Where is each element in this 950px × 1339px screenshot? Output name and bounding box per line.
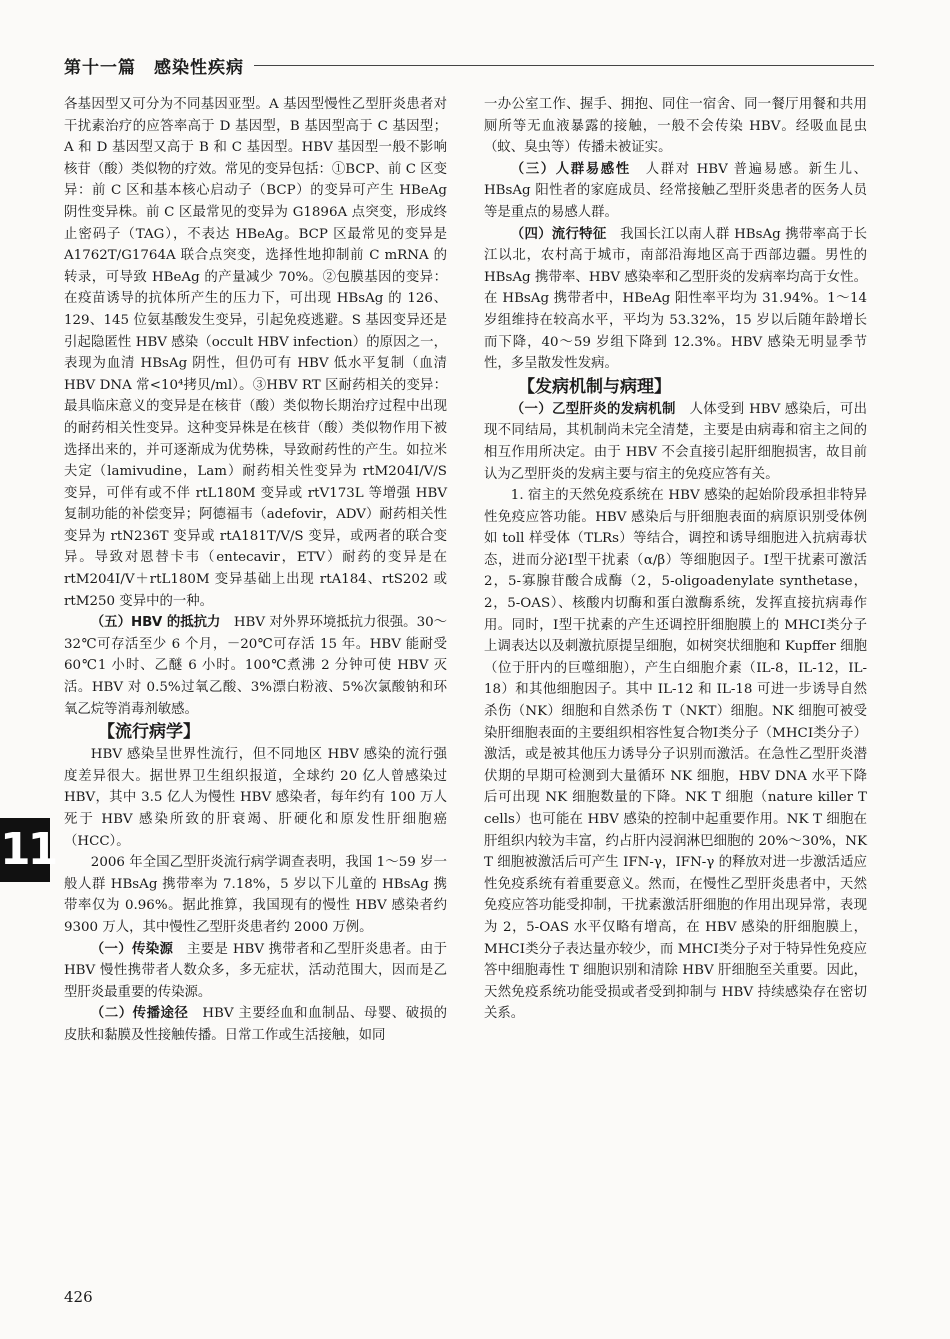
paragraph-susceptibility [484,159,867,224]
paragraph-text: 人体受到 HBV 感染后，可出现不同结局，其机制尚未完全清楚，主要是由病毒和宿主之间的相互作用所决定。由于 HBV 不会直接引起肝细胞损害，故目前认为乙型肝炎的发病主要与宿主的免疫应答有关。 [484,401,868,482]
paragraph-hbv-resistance [64,612,447,720]
paragraph-hbv-genotypes: 各基因型又可分为不同基因亚型。A 基因型慢性乙型肝炎患者对干扰素治疗的应答率高于 D 基因型，B 基因型高于 C 基因型；A 和 D 基因型又高于 B 和 C 基因型。HBV 基因型一般不影响核苷（酸）类似物的疗效。常见的变异包括：①BCP、前 C 区变异：前 C 区和基本核心启动子（BCP）的变异可产生 HBeAg 阴性变异株。前 C 区最常见的变异为 G1896A 点突变，形成终止密码子（TAG），不表达 HBeAg。BCP 区最常见的变异是 A1762T/G1764A 联合点突变，选择性地抑制前 C mRNA 的转录，可导致 HBeAg 的产量减少 70%。②包膜基因的变异：在疫苗诱导的抗体所产生的压力下，可出现 HBsAg 的 126、129、145 位氨基酸发生变异，引起免疫逃避。S 基因变异还是引起隐匿性 HBV 感染（occult HBV infection）的原因之一，表现为血清 HBsAg 阴性，但仍可有 HBV 低水平复制（血清 HBV DNA 常<10⁴拷贝/ml）。③HBV RT 区耐药相关的变异：最具临床意义的变异是在核苷（酸）类似物长期治疗过程中出现的耐药相关性变异。这种变异株是在核苷（酸）类似物作用下被选择出来的，并可逐渐成为优势株，导致耐药性的产生。如拉米夫定（lamivudine，Lam）耐药相关性变异为 rtM204I/V/S 变异，可伴有或不伴 rtL180M 变异或 rtV173L 等增强 HBV 复制功能的补偿变异；阿德福韦（adefovir，ADV）耐药相关性变异为 rtN236T 变异或 rtA181T/V/S 变异，或两者的联合变异。导致对恩替卡韦（entecavir，ETV）耐药的变异是在 rtM204I/V＋rtL180M 变异基础上出现 rtA184、rtS202 或 rtM250 变异中的一种。 [64,97,447,609]
left-column [64,94,447,1047]
subheading-pathogenesis: （一）乙型肝炎的发病机制 [510,401,676,417]
paragraph-text: 我国长江以南人群 HBsAg 携带率高于长江以北，农村高于城市，南部沿海地区高于西部边疆。男性的 HBsAg 携带率、HBV 感染率和乙型肝炎的发病率均高于女性。在 HBsAg 携带者中，HBeAg 阳性率平均为 31.94%。1～14 岁组维持在较高水平，平均为 53.32%，15 岁以后随年龄增长而下降，40～59 岁组下降到 12.3%。HBV 感染无明显季节性，多呈散发性发病。 [484,226,867,372]
section-title-epidemiology: 【流行病学】 [98,722,200,743]
running-header [64,50,874,80]
paragraph-innate-immunity: 1. 宿主的天然免疫系统在 HBV 感染的起始阶段承担非特异性免疫应答功能。HBV 感染后与肝细胞表面的病原识别受体例如 toll 样受体（TLRs）等结合，调控和诱导细胞进入抗病毒状态，进而分泌Ⅰ型干扰素（α/β）等细胞因子。Ⅰ型干扰素可激活 2，5-寡腺苷酸合成酶（2，5-oligoadenylate synthetase，2，5-OAS）、核酸内切酶和蛋白激酶系统，发挥直接抗病毒作用。同时，Ⅰ型干扰素的产生还调控肝细胞膜上的 MHCⅠ类分子上调表达以及刺激抗原提呈细胞，如树突状细胞和 Kupffer 细胞（位于肝内的巨噬细胞），产生白细胞介素（IL-8，IL-12，IL-18）和其他细胞因子。其中 IL-12 和 IL-18 可进一步诱导自然杀伤（NK）细胞和自然杀伤 T（NKT）细胞。NK 细胞可被受染肝细胞表面的主要组织相容性复合物Ⅰ类分子（MHCⅠ类分子）激活，或是被其他压力诱导分子识别而激活。在急性乙型肝炎潜伏期的早期可检测到大量循环 NK 细胞，HBV DNA 水平下降后可出现 NK 细胞数量的下降。NK T 细胞（nature killer T cells）也可能在 HBV 感染的控制中起重要作用。NK T 细胞在肝组织内较为丰富，约占肝内浸润淋巴细胞的 20%～30%，NK T 细胞被激活后可产生 IFN-γ，IFN-γ 的释放对进一步激活适应性免疫系统有着重要意义。然而，在慢性乙型肝炎患者中，天然免疫应答功能受抑制，干扰素激活肝细胞的作用出现异常，表现为 2，5-OAS 水平仅略有增高，在 HBV 感染的肝细胞膜上，MHCⅠ类分子表达量亦较少，而 MHCⅠ类分子对于特异性免疫应答中细胞毒性 T 细胞识别和清除 HBV 肝细胞至关重要。因此，天然免疫系统功能受损或者受到抑制与 HBV 持续感染存在密切关系。 [484,488,867,1022]
chapter-tab: 11 [0,818,50,882]
paragraph-text: HBV 主要经血和血制品、母婴、破损的皮肤和黏膜及性接触传播。日常工作或生活接触，如同 [64,1006,447,1043]
paragraph-global-epidemiology: HBV 感染呈世界性流行，但不同地区 HBV 感染的流行强度差异很大。据世界卫生组织报道，全球约 20 亿人曾感染过 HBV，其中 3.5 亿人为慢性 HBV 感染者，每年约有 100 万人死于 HBV 感染所致的肝衰竭、肝硬化和原发性肝细胞癌（HCC）。 [64,747,447,849]
paragraph-epidemic-features [484,224,867,375]
paragraph-text: HBV 对外界环境抵抗力很强。30～32℃可存活至少 6 个月，－20℃可存活 15 年。HBV 能耐受 60℃1 小时、乙醚 6 小时。100℃煮沸 2 分钟可使 HBV 灭活。HBV 对 0.5%过氧乙酸、3%漂白粉液、5%次氯酸钠和环氧乙烷等消毒剂敏感。 [64,615,447,717]
right-column [484,94,867,1025]
header-rule [254,65,874,66]
section-title-pathogenesis: 【发病机制与病理】 [518,376,671,397]
paragraph-china-survey: 2006 年全国乙型肝炎流行病学调查表明，我国 1～59 岁一般人群 HBsAg 携带率为 7.18%，5 岁以下儿童的 HBsAg 携带率仅为 0.96%。据此推算，我国现有的慢性 HBV 感染者约 9300 万人，其中慢性乙型肝炎患者约 2000 万例。 [64,855,447,935]
paragraph-transmission [64,1003,447,1046]
subheading-susceptibility: （三）人群易感性 [510,161,631,177]
page-number: 426 [64,1288,93,1306]
paragraph-pathogenesis [484,399,867,485]
subheading-hbv-resistance: （五）HBV 的抵抗力 [90,615,221,631]
subheading-infection-source: （一）传染源 [90,941,174,957]
header-title: 第十一篇 感染性疾病 [64,57,244,78]
subheading-epidemic-features: （四）流行特征 [510,226,607,242]
subheading-transmission: （二）传播途径 [90,1006,189,1022]
paragraph-infection-source [64,939,447,1004]
paragraph-text: 人群对 HBV 普遍易感。新生儿、HBsAg 阳性者的家庭成员、经常接触乙型肝炎患者的医务人员等是重点的易感人群。 [484,161,868,220]
paragraph-transmission-continued: 一办公室工作、握手、拥抱、同住一宿舍、同一餐厅用餐和共用厕所等无血液暴露的接触，一般不会传染 HBV。经吸血昆虫（蚊、臭虫等）传播未被证实。 [484,97,867,156]
paragraph-text: 主要是 HBV 携带者和乙型肝炎患者。由于 HBV 慢性携带者人数众多，多无症状，活动范围大，因而是乙型肝炎最重要的传染源。 [64,941,448,1000]
